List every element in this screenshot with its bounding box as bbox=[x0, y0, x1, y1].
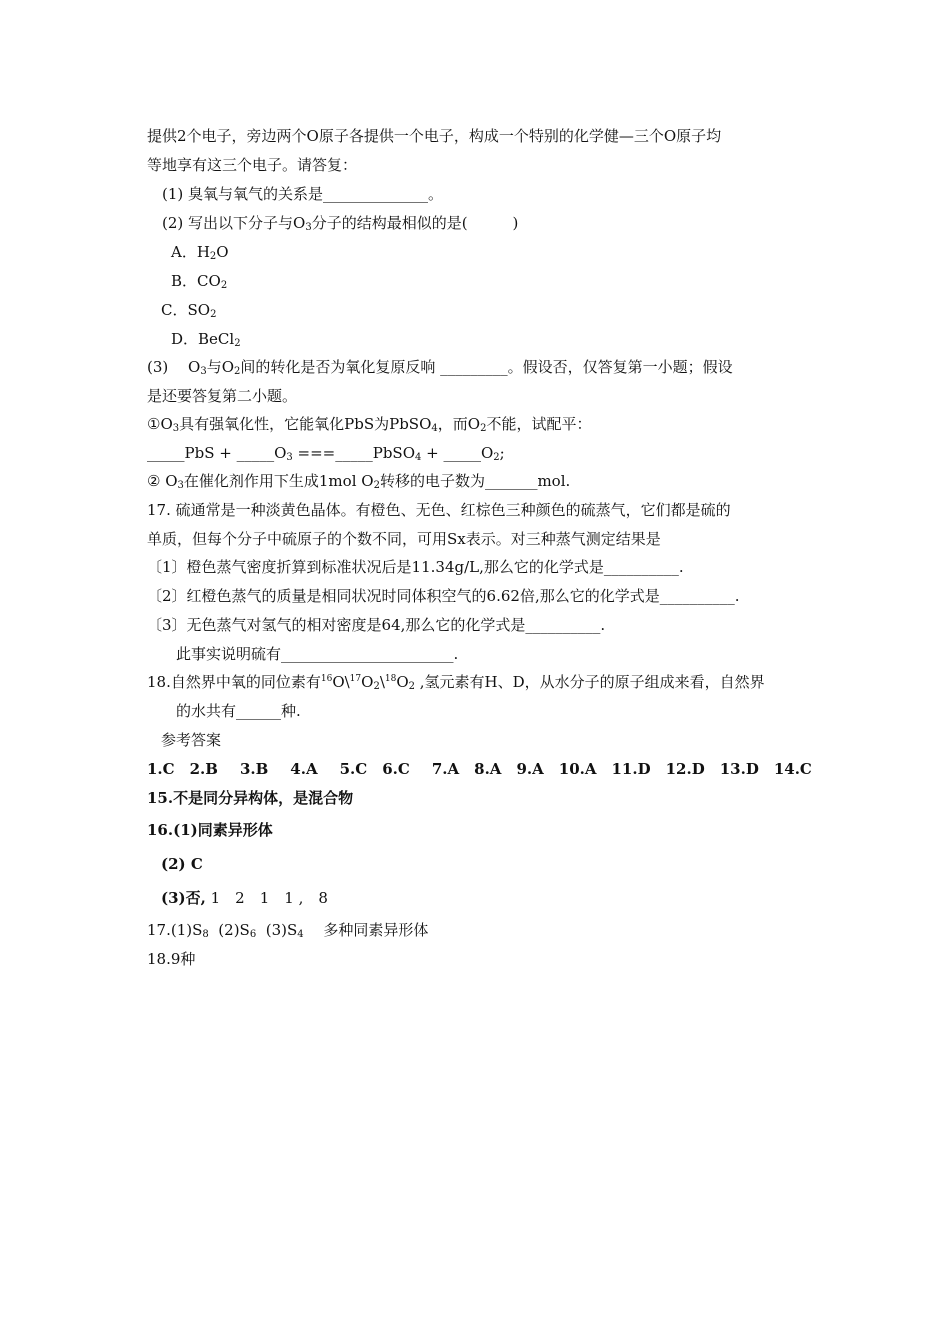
q16-intro-line1: 提供2个电子，旁边两个O原子各提供一个电子，构成一个特别的化学健—三个O原子均 bbox=[147, 127, 722, 145]
mc-answer: 4.A bbox=[290, 760, 318, 778]
answer-16: 16.(1)同素异形体 bbox=[147, 821, 273, 839]
option-a: A．$H_2O$ bbox=[171, 243, 229, 262]
option-d: D．BeCl$_2$ bbox=[171, 330, 241, 349]
mc-answer: 9.A bbox=[516, 760, 544, 778]
q16-intro-line2: 等地享有这三个电子。请答复： bbox=[147, 156, 358, 174]
q17-conclusion: 此事实说明硫有_______________________. bbox=[176, 645, 459, 663]
mc-answer: 7.A bbox=[431, 760, 460, 778]
q17-part3: 〔3〕无色蒸气对氢气的相对密度是64,那么它的化学式是__________. bbox=[147, 616, 606, 634]
mc-answer: 13.D bbox=[719, 760, 759, 778]
mc-answer: 14.C bbox=[773, 760, 812, 778]
mc-answer: 8.A bbox=[474, 760, 502, 778]
q16-part3: (3) $O_3$与$O_2$间的转化是否为氧化复原反响 _________。假设否，仅答复第一小题；假设 bbox=[147, 358, 733, 377]
q17-part1: 〔1〕橙色蒸气密度折算到标准状况后是11.34g/L,那么它的化学式是__________. bbox=[147, 558, 684, 576]
q17-line2: 单质，但每个分子中硫原子的个数不同，可用Sx表示。对三种蒸气测定结果是 bbox=[147, 530, 661, 548]
answer-18: 18.9种 bbox=[147, 950, 196, 968]
mc-answer: 1.C bbox=[147, 760, 175, 778]
q17-line1: 17. 硫通常是一种淡黄色晶体。有橙色、无色、红棕色三种颜色的硫蒸气，它们都是硫的 bbox=[147, 501, 731, 519]
answers-heading: 参考答案 bbox=[161, 731, 222, 749]
mc-answer: 3.B bbox=[239, 760, 269, 778]
mc-answers bbox=[147, 759, 812, 779]
answer-15: 15.不是同分异构体，是混合物 bbox=[147, 789, 354, 807]
q16-part3-line2: 是还要答复第二小题。 bbox=[147, 387, 298, 405]
mc-answer: 2.B bbox=[189, 760, 218, 778]
q16-part2: (2) 写出以下分子与$O_3$分子的结构最相似的是( ) bbox=[162, 214, 519, 233]
mc-answer: 12.D bbox=[665, 760, 705, 778]
q16-part1: (1) 臭氧与氧气的关系是______________。 bbox=[162, 185, 444, 203]
q16-subquestion-2: ② $O_3$在催化剂作用下生成1mol $O_2$转移的电子数为_______mol. bbox=[147, 472, 571, 491]
q17-part2: 〔2〕红橙色蒸气的质量是相同状况时同体积空气的6.62倍,那么它的化学式是__________. bbox=[147, 587, 740, 605]
option-c: C．$SO_2$ bbox=[161, 301, 217, 320]
q16-subquestion-1: $①O_3$具有强氧化性，它能氧化PbS为PbSO$_4$，而$O_2$不能，试配平： bbox=[147, 415, 592, 434]
option-b: B．$CO_2$ bbox=[171, 272, 228, 291]
mc-answer: 10.A bbox=[558, 760, 597, 778]
mc-answer: 5.C bbox=[339, 760, 368, 778]
q18-line1: 18.自然界中氧的同位素有$^{16}O\backslash^{17}O_2\backslash^{18}O_2$ ,氢元素有H、D，从水分子的原子组成来看，自然界 bbox=[147, 673, 765, 692]
mc-answer: 11.D bbox=[611, 760, 651, 778]
q16-equation: _____PbS + $\_\_\_\_\_O_3$ ===_____PbSO$_4$ + $\_\_\_\_\_O_2$; bbox=[147, 444, 505, 463]
answer-17: $17.(1)S_8$ $(2)S_6$ $(3)S_4$ 多种同素异形体 bbox=[147, 921, 429, 940]
q18-line2: 的水共有______种. bbox=[176, 702, 301, 720]
answer-16-3: (3)否, 1 2 1 1 , 8 bbox=[161, 889, 328, 907]
answer-16-2: (2) C bbox=[161, 855, 203, 873]
mc-answer: 6.C bbox=[382, 760, 410, 778]
